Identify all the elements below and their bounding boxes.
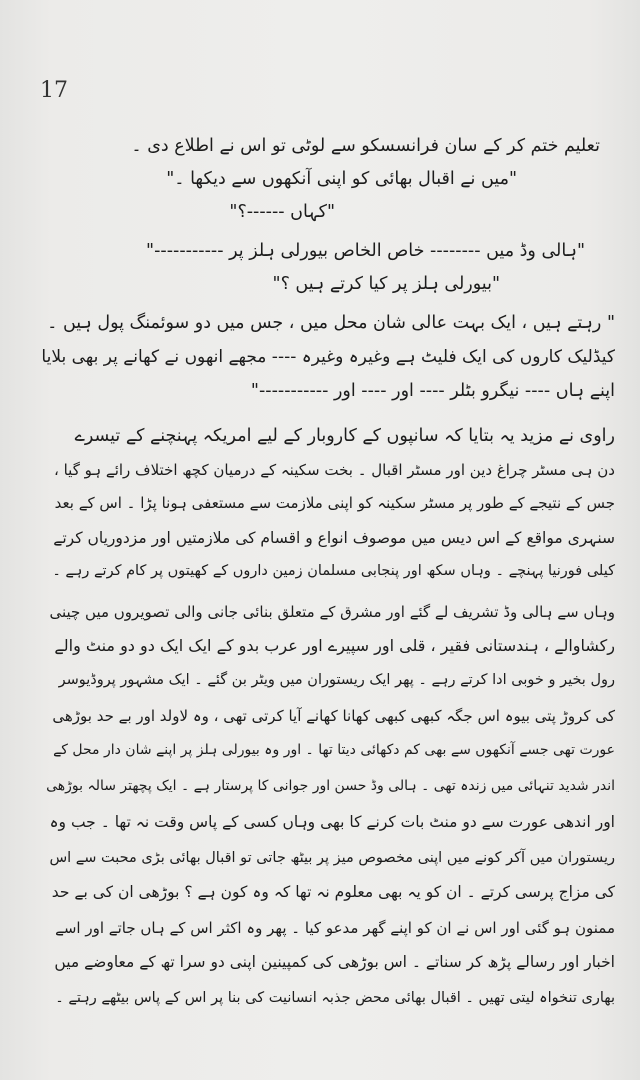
text-line: رول بخیر و خوبی ادا کرتے رہے ۔ پھر ایک ریستوران میں ویٹر بن گئے ۔ ایک مشہور پروڈیوسر [58, 672, 615, 688]
text-line: رکشاوالے ، ہندستانی فقیر ، قلی اور سپیرے اور عرب بدو کے ایک ایک دو دو منٹ والے [54, 636, 615, 655]
text-line: "کہاں ------؟" [229, 202, 335, 222]
text-line: کی مزاج پرسی کرتے ۔ ان کو یہ بھی معلوم نہ تھا کہ وہ کون ہے ؟ بوڑھی ان کی بے حد [51, 883, 615, 901]
text-line: اخبار اور رسالے پڑھ کر سناتے ۔ اس بوڑھی کی کمپینین اپنی دو سرا تھ کے معاوضے میں [54, 953, 615, 971]
text-line: دن ہی مسٹر چراغ دین اور مسٹر اقبال ۔ بخت سکینہ کے درمیان کچھ اختلاف رائے ہو گیا ، [53, 461, 615, 479]
text-line: " رہتے ہیں ، ایک بہت عالی شان محل میں ، جس میں دو سوئمنگ پول ہیں ۔ [47, 313, 615, 333]
text-line: کیلی فورنیا پہنچے ۔ وہاں سکھ اور پنجابی مسلمان زمین داروں کے کھیتوں پر کام کرتے رہے ۔ [52, 563, 615, 579]
text-line: عورت تھی جسے آنکھوں سے بھی کم دکھائی دیتا تھا ۔ اور وہ بیورلی ہلز پر اپنے شان دار محل کے [53, 742, 615, 758]
page-number: 17 [40, 78, 68, 103]
page-body-text [40, 130, 615, 1050]
text-line: اپنے ہاں ---- نیگرو بٹلر ---- اور ---- اور -----------" [250, 381, 615, 401]
text-line: جس کے نتیجے کے طور پر مسٹر سکینہ کو اپنی ملازمت سے مستعفی ہونا پڑا ۔ اس کے بعد [54, 494, 615, 512]
text-line: راوی نے مزید یہ بتایا کہ سانپوں کے کاروبار کے لیے امریکہ پہنچنے کے تیسرے [74, 426, 615, 446]
text-line: کیڈلیک کاروں کی ایک فلیٹ ہے وغیرہ وغیرہ ---- مجھے انھوں نے کھانے پر بھی بلایا [41, 347, 615, 367]
text-line: کی کروڑ پتی بیوہ اس جگہ کبھی کبھی کھانا کھانے آیا کرتی تھی ، وہ لاولد اور بے حد بوڑھی [52, 707, 615, 725]
text-line: وہاں سے ہالی وڈ تشریف لے گئے اور مشرق کے متعلق بنائی جانی والی تصویروں میں چینی [49, 603, 615, 621]
text-line: ممنون ہو گئی اور اس نے ان کو اپنے گھر مدعو کیا ۔ پھر وہ اکثر اس کے ہاں جاتے اور اسے [55, 919, 615, 937]
text-line: اور اندھی عورت سے دو منٹ بات کرنے کا بھی وہاں کسی کے پاس وقت نہ تھا ۔ جب وہ [49, 813, 615, 831]
text-line: ریستوران میں آکر کونے میں اپنی مخصوص میز پر بیٹھ جاتی تو اقبال بھائی بڑی محبت سے اس [49, 850, 615, 866]
text-line: اندر شدید تنہائی میں زندہ تھی ۔ ہالی وڈ حسن اور جوانی کا پرستار ہے ۔ ایک پچھتر سالہ بوڑھی [46, 778, 615, 794]
text-line: سنہری مواقع کے اس دیس میں موصوف انواع و اقسام کی ملازمتیں اور مزدوریاں کرتے [53, 529, 615, 547]
text-line: "ہالی وڈ میں -------- خاص الخاص بیورلی ہلز پر -----------" [146, 241, 585, 261]
text-line: بھاری تنخواہ لیتی تھیں ۔ اقبال بھائی محض جذبہ انسانیت کی بنا پر اس کے پاس بیٹھے رہتے ۔ [55, 990, 615, 1006]
text-line: "بیورلی ہلز پر کیا کرتے ہیں ؟" [272, 274, 500, 294]
text-line: "میں نے اقبال بھائی کو اپنی آنکھوں سے دیکھا ۔" [166, 169, 517, 189]
text-line: تعلیم ختم کر کے سان فرانسسکو سے لوٹی تو اس نے اطلاع دی ۔ [131, 136, 600, 156]
